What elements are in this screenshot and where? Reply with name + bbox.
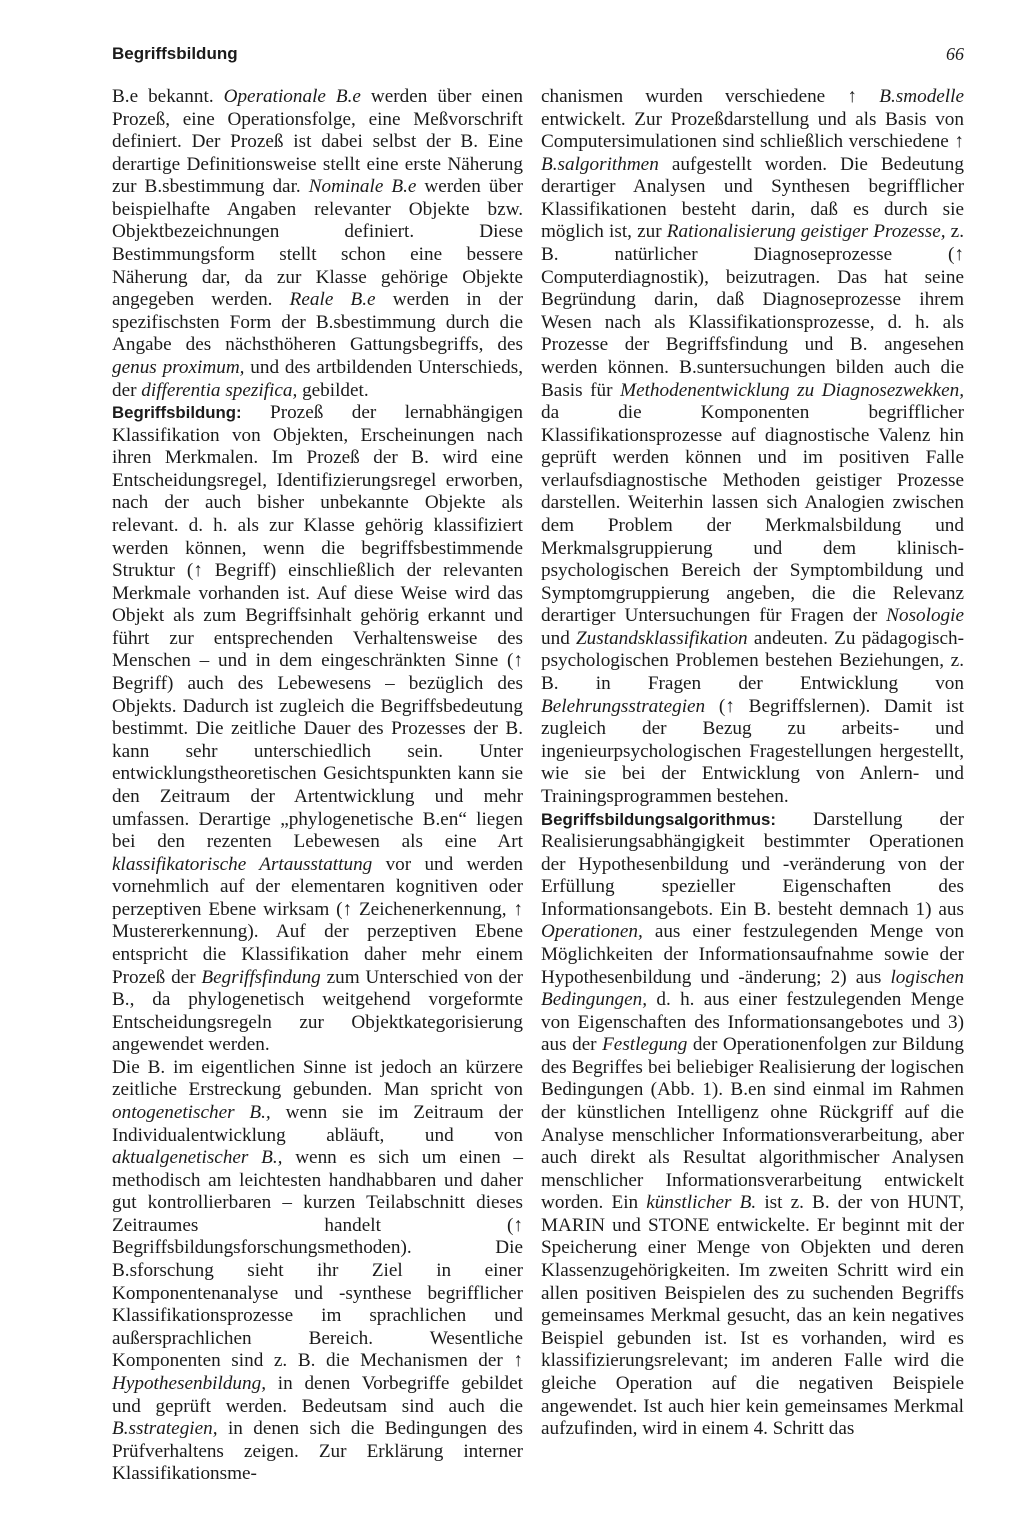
- italic-term: Nominale B.e: [308, 176, 417, 198]
- paragraph: [541, 86, 964, 809]
- text-run: andeuten. Zu pädagogisch-psychologischen Problemen bestehen Beziehungen, z. B. in Fragen der Entwicklung von: [541, 627, 965, 695]
- italic-term: künstlicher B.: [646, 1192, 757, 1214]
- text-run: (↑ Begriffslernen). Damit ist zugleich der Bezug zu arbeits- und ingenieurpsychologischen Fragestellungen hergestellt, wie sie bei der Entwicklung von Anlern- und Trainingsprogrammen bestehen.: [541, 695, 964, 807]
- italic-term: B.salgorithmen: [541, 153, 659, 175]
- text-run: gebildet.: [297, 379, 369, 401]
- italic-term: Begriffsfindung: [201, 966, 321, 988]
- right-column: [541, 86, 964, 1441]
- italic-term: B.sstrategien,: [112, 1418, 218, 1440]
- text-run: chanismen wurden verschiedene ↑: [541, 86, 880, 107]
- headword: Begriffsbildungsalgorithmus:: [541, 809, 776, 829]
- text-run: Prozeß der lernabhängigen Klassifikation von Objekten, Erscheinungen nach ihren Merkmalen. Im Prozeß der B. wird eine Entscheidungsregel, Identifizierungsregel erworben, nach der auch bisher unbekannte Objekte als relevant. d. h. als zur Klasse gehörig klassifiziert werden können, wenn die begriffsbestimmende Struktur (↑ Begriff) einschließlich der relevanten Merkmale vorhanden ist. Auf diese Weise wird das Objekt als zum Begriffsinhalt gehörig erkannt und führt zur entsprechenden Verhaltensweise des Menschen – und in dem eingeschränkten Sinne (↑ Begriff) auch des Lebewesens – bezüglich des Objekts. Dadurch ist zugleich die Begriffsbedeutung bestimmt. Die zeitliche Dauer des Prozesses der B. kann sehr unterschiedlich sein. Unter entwicklungstheoretischen Gesichtspunkten kann sie den Zeitraum der Artentwicklung und mehr umfassen. Derartige „phylogenetische B.en“ liegen bei den rezenten Lebewesen als eine Art: [112, 402, 523, 853]
- text-run: B.e bekannt.: [112, 86, 224, 107]
- text-run: werden in der spezifischsten Form der B.sbestimmung durch die Angabe des nächsthöheren Gattungsbegriffs, des: [112, 289, 523, 356]
- text-run: aufgestellt worden. Die Bedeutung derartiger Analysen und Synthesen begrifflicher Klassifikationen besteht darin, daß es durch sie möglich ist, zur: [541, 153, 964, 243]
- italic-term: ontogenetischer B.,: [112, 1102, 271, 1124]
- italic-term: Festlegung: [602, 1034, 688, 1056]
- italic-term: logischen Bedingungen,: [541, 966, 964, 1011]
- text-run: z. B. natürlicher Diagnoseprozesse (↑ Computerdiagnostik), beizutragen. Das hat seine Begründung darin, daß Diagnoseprozesse ihrem Wesen nach als Klassifikationsprozesse, d. h. als Prozesse der Begriffsfindung und B. angesehen werden können. B.suntersuchungen bilden auch die Basis für: [541, 221, 964, 401]
- headword: Begriffsbildung:: [112, 403, 242, 423]
- italic-term: Operationale B.e: [223, 86, 361, 107]
- italic-term: klassifikatorische Artausstattung: [112, 853, 373, 875]
- text-run: werden über einen Prozeß, eine Operationsfolge, eine Meßvorschrift definiert. Der Prozeß ist dabei selbst der B. Eine derartige Definitionsweise stellt eine erste Näherung zur B.sbestimmung dar.: [112, 86, 523, 198]
- text-run: und des artbildenden Unterschieds, der: [112, 356, 523, 401]
- page-number: 66: [946, 44, 964, 64]
- text-run: Darstellung der Realisierungsabhängigkeit bestimmter Operationen der Hypothesenbildung und -veränderung von der Erfüllung spezieller Eigenschaften des Informationsangebots. Ein B. besteht demnach 1) aus: [541, 808, 964, 920]
- italic-term: genus proximum,: [112, 356, 245, 378]
- text-run: in denen sich die Bedingungen des Prüfverhaltens zeigen. Zur Erklärung interner Klassifikationsme-: [112, 1418, 523, 1485]
- entry-begriffsbildung: [112, 402, 523, 1057]
- text-run: zum Unterschied von der B., da phylogenetisch weitgehend vorgeformte Entscheidungsregeln zur Objektkategorisierung angewendet werden.: [112, 966, 524, 1056]
- italic-term: Hypothesenbildung,: [112, 1372, 267, 1394]
- text-run: aus einer festzulegenden Menge von Möglichkeiten der Informationsaufnahme sowie der Hypothesenbildung und -änderung; 2) aus: [541, 921, 964, 988]
- text-run: ist z. B. der von HUNT, MARIN und STONE entwickelte. Er beginnt mit der Speicherung einer Menge von Objekten und deren Klassenzugehörigkeiten. Im zweiten Schritt wird ein allen positiven Beispielen des zu suchenden Begriffs gemeinsames Merkmal gesucht, das an kein negatives Beispiel gebunden ist. Ist es vorhanden, wird es klassifizierungsrelevant; im anderen Falle wird die gleiche Operation auf die negativen Beispiele angewendet. Ist auch hier kein gemeinsames Merkmal aufzufinden, wird in einem 4. Schritt das: [541, 1192, 964, 1440]
- text-run: da die Komponenten begrifflicher Klassifikationsprozesse auf diagnostische Valenz hin geprüft werden können und im positiven Falle verlaufsdiagnostische Methoden geistiger Prozesse darstellen. Weiterhin lassen sich Analogien zwischen dem Problem der Merkmalsbildung und Merkmalsgruppierung und dem klinisch-psychologischen Bereich der Symptombildung und Symptomgruppierung angeben, die die Relevanz derartiger Untersuchungen für Fragen der: [541, 402, 964, 627]
- italic-term: Reale B.e: [289, 289, 376, 311]
- text-run: wenn es sich um einen – methodisch am leichtesten handhabbaren und daher gut kontrollierbaren – kurzen Teilabschnitt dieses Zeitraumes handelt (↑ Begriffsbildungsforschungsmethoden). Die B.sforschung sieht ihr Ziel in einer Komponentenanalyse und -synthese begrifflicher Klassifikationsprozesse im sprachlichen und außersprachlichen Bereich. Wesentliche Komponenten sind z. B. die Mechanismen der ↑: [112, 1147, 523, 1372]
- paragraph: [112, 1057, 523, 1486]
- left-column: [112, 86, 523, 1486]
- text-run: in denen Vorbegriffe gebildet und geprüft werden. Bedeutsam sind auch die: [112, 1372, 523, 1417]
- entry-begriffsbildungsalgorithmus: [541, 809, 964, 1441]
- italic-term: Rationalisierung geistiger Prozesse,: [666, 221, 946, 243]
- italic-term: B.smodelle: [879, 86, 964, 107]
- text-run: wenn sie im Zeitraum der Individualentwicklung abläuft, und von: [112, 1102, 523, 1146]
- italic-term: Belehrungsstrategien: [541, 695, 706, 717]
- text-run: und: [541, 627, 577, 649]
- text-run: der Operationenfolgen zur Bildung des Begriffes bei beliebiger Realisierung der logischen Bedingungen (Abb. 1). B.en sind einmal im Rahmen der künstlichen Intelligenz ohne Rückgriff auf die Analyse menschlicher Informationsverarbeitung, aber auch direkt als Resultat algorithmischer Analysen menschlicher Informationsverarbeitung entwickelt worden. Ein: [541, 1034, 965, 1214]
- text-run: werden über beispielhafte Angaben relevanter Objekte bzw. Objektbezeichnungen definiert. Diese Bestimmungsform stellt schon eine bessere Näherung dar, da zur Klasse gehörige Objekte angegeben werden.: [112, 176, 524, 311]
- text-run: entwickelt. Zur Prozeßdarstellung und als Basis von Computersimulationen sind schließlich verschiedene ↑: [541, 108, 964, 153]
- italic-term: Nosologie: [886, 605, 964, 627]
- italic-term: Zustandsklassifikation: [576, 627, 748, 649]
- text-run: vor und werden vornehmlich auf der elementaren kognitiven oder perzeptiven Ebene wirksam (↑ Zeichenerkennung, ↑ Mustererkennung). Auf der perzeptiven Ebene entspricht die Klassifikation daher mehr einem Prozeß der: [112, 853, 523, 988]
- running-head: Begriffsbildung: [112, 44, 238, 63]
- italic-term: Operationen,: [541, 921, 643, 943]
- text-run: Die B. im eigentlichen Sinne ist jedoch an kürzere zeitliche Erstreckung gebunden. Man spricht von: [112, 1056, 523, 1101]
- italic-term: differentia spezifica,: [141, 379, 298, 401]
- italic-term: aktualgenetischer B.,: [112, 1147, 283, 1169]
- italic-term: Methodenentwicklung zu Diagnosezwekken,: [620, 379, 964, 401]
- paragraph: [112, 86, 523, 402]
- text-run: d. h. aus einer festzulegenden Menge von Eigenschaften des Informationsangebotes und 3) aus der: [541, 989, 964, 1056]
